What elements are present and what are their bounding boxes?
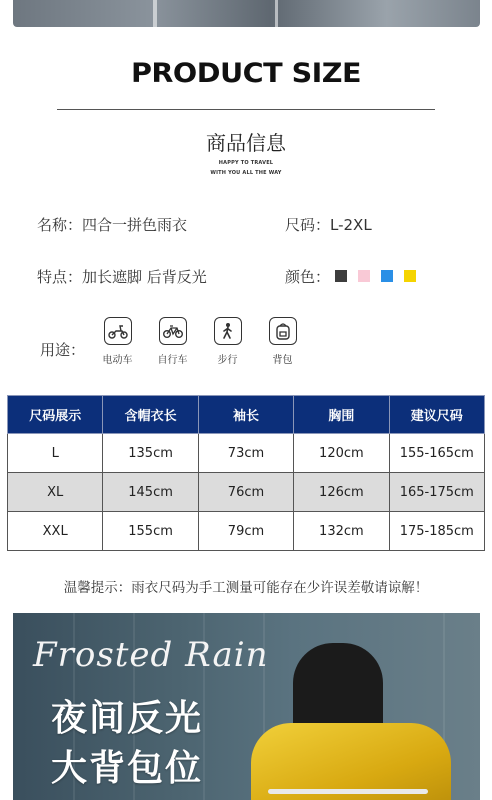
table-cell: 165-175cm [389,473,484,512]
use-label-backpack: 背包 [272,355,293,366]
color-swatch-pink[interactable] [358,270,370,282]
table-cell: 155cm [103,512,198,551]
product-name: 名称：四合一拼色雨衣 [37,216,188,234]
table-cell: 73cm [198,434,293,473]
use-label-bicycle: 自行车 [157,355,188,366]
table-cell: XL [8,473,103,512]
product-features: 特点：加长遮脚 后背反光 [37,268,207,286]
tagline-line-1: HAPPY TO TRAVEL [218,160,274,166]
table-cell: 145cm [103,473,198,512]
table-cell: XXL [8,512,103,551]
product-size-range: 尺码：L-2XL [285,216,372,234]
backpack-icon [269,317,297,345]
table-cell: 132cm [294,512,389,551]
table-cell: 175-185cm [389,512,484,551]
color-swatches [335,270,416,282]
use-item-bicycle [145,317,200,366]
banner-headline-1: 夜间反光 [51,698,204,739]
size-note: 温馨提示：雨衣尺码为手工测量可能存在少许误差敬请谅解！ [63,580,429,596]
use-label-walking: 步行 [217,355,238,366]
column-header: 胸围 [294,396,389,434]
walking-icon [214,317,242,345]
page-title: PRODUCT SIZE [130,58,362,89]
color-label: 颜色： [285,268,331,286]
table-cell: 126cm [294,473,389,512]
table-header-row [8,396,485,434]
use-list [90,317,310,366]
tagline-line-2: WITH YOU ALL THE WAY [210,170,282,176]
table-row [8,512,485,551]
table-cell: 155-165cm [389,434,484,473]
column-header: 建议尺码 [389,396,484,434]
feature-banner-image [13,613,480,800]
reflective-strip [268,789,428,794]
bicycle-icon [159,317,187,345]
table-cell: 79cm [198,512,293,551]
color-swatch-yellow[interactable] [404,270,416,282]
use-label: 用途： [40,341,86,359]
banner-headline-2: 大背包位 [51,748,204,789]
use-label-scooter: 电动车 [102,355,133,366]
size-chart-table [7,395,485,551]
banner-script-text: Frosted Rain [33,635,269,675]
scooter-icon [104,317,132,345]
top-product-photo [13,0,480,27]
table-row [8,434,485,473]
color-swatch-blue[interactable] [381,270,393,282]
column-header: 含帽衣长 [103,396,198,434]
table-cell: 76cm [198,473,293,512]
color-swatch-dark-grey[interactable] [335,270,347,282]
table-cell: 120cm [294,434,389,473]
table-row [8,473,485,512]
column-header: 尺码展示 [8,396,103,434]
table-cell: 135cm [103,434,198,473]
use-item-walking [200,317,255,366]
table-cell: L [8,434,103,473]
divider [57,109,435,110]
column-header: 袖长 [198,396,293,434]
section-title: 商品信息 [206,131,286,155]
use-item-backpack [255,317,310,366]
use-item-scooter [90,317,145,366]
